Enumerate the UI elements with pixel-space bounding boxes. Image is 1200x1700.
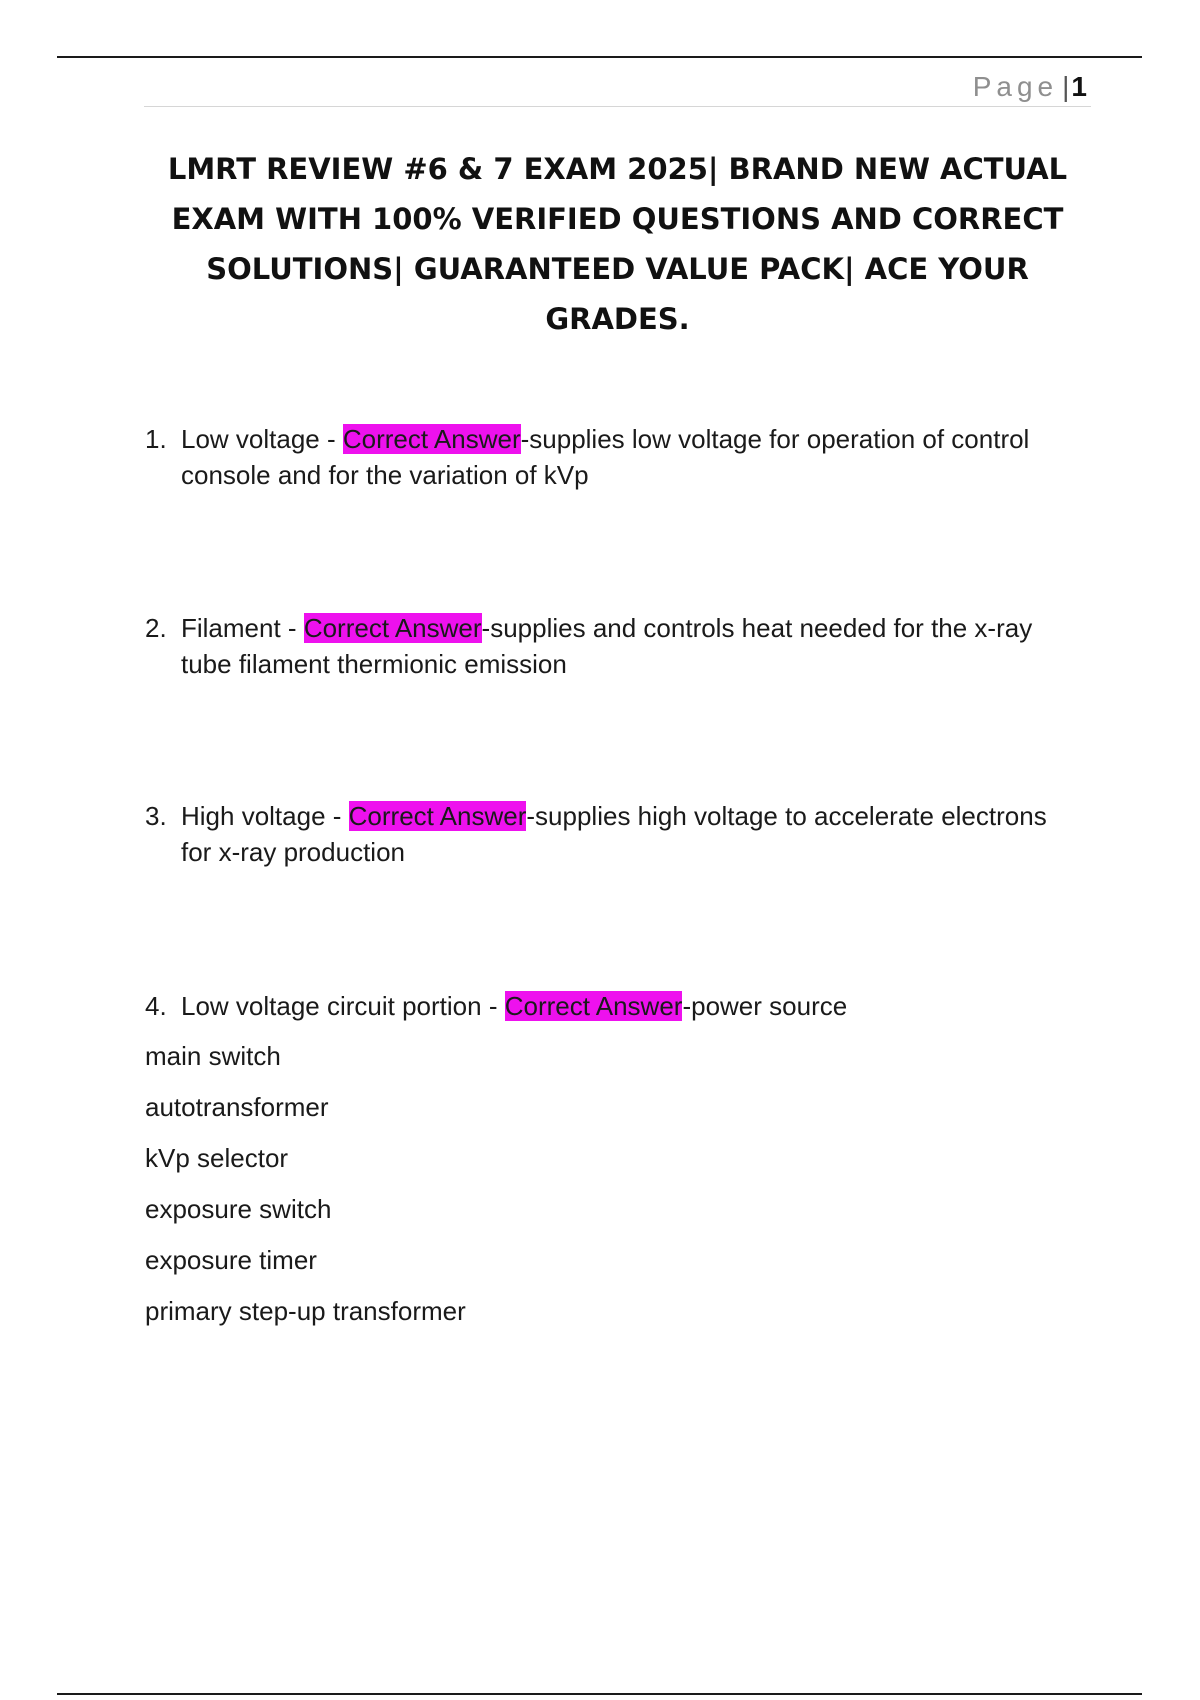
correct-answer-highlight: Correct Answer — [504, 991, 683, 1021]
page-separator: | — [1062, 71, 1070, 102]
correct-answer-highlight: Correct Answer — [348, 801, 527, 831]
question-text — [181, 798, 1080, 870]
question-term: High voltage - — [181, 801, 349, 831]
question-item — [145, 988, 1080, 1024]
question-number: 4. — [145, 991, 167, 1021]
question-number: 3. — [145, 801, 167, 831]
list-item: main switch — [145, 1041, 281, 1071]
page-number: 1 — [1071, 71, 1087, 102]
list-item: autotransformer — [145, 1092, 329, 1122]
document-title: LMRT REVIEW #6 & 7 EXAM 2025| BRAND NEW ACTUAL EXAM WITH 100% VERIFIED QUESTIONS AND CORRECT SOLUTIONS| GUARANTEED VALUE PACK| ACE YOUR GRADES. — [167, 152, 1068, 336]
list-item: exposure switch — [145, 1194, 332, 1224]
question-term: Low voltage - — [181, 424, 343, 454]
correct-answer-highlight: Correct Answer — [342, 424, 521, 454]
question-item — [145, 798, 1080, 870]
answer-text: -supplies high voltage to accelerate electrons for x-ray production — [181, 801, 1047, 867]
question-item — [145, 610, 1080, 682]
list-item: kVp selector — [145, 1143, 289, 1173]
question-number: 2. — [145, 613, 167, 643]
question-text — [181, 988, 1080, 1024]
correct-answer-highlight: Correct Answer — [303, 613, 482, 643]
list-item: primary step-up transformer — [145, 1296, 466, 1326]
page-label: Page — [972, 71, 1059, 102]
bottom-rule — [57, 1693, 1142, 1695]
question-text — [181, 421, 1080, 493]
answer-continuation-list — [145, 1038, 466, 1344]
question-number: 1. — [145, 424, 167, 454]
question-item — [145, 421, 1080, 493]
page-header — [144, 68, 1091, 107]
list-item: exposure timer — [145, 1245, 317, 1275]
answer-text: -supplies and controls heat needed for the x-ray tube filament thermionic emission — [181, 613, 1033, 679]
question-term: Filament - — [181, 613, 304, 643]
top-rule — [57, 56, 1142, 58]
answer-text: -power source — [682, 991, 848, 1021]
question-text — [181, 610, 1080, 682]
question-term: Low voltage circuit portion - — [181, 991, 505, 1021]
answer-text: -supplies low voltage for operation of control console and for the variation of kVp — [181, 424, 1030, 490]
